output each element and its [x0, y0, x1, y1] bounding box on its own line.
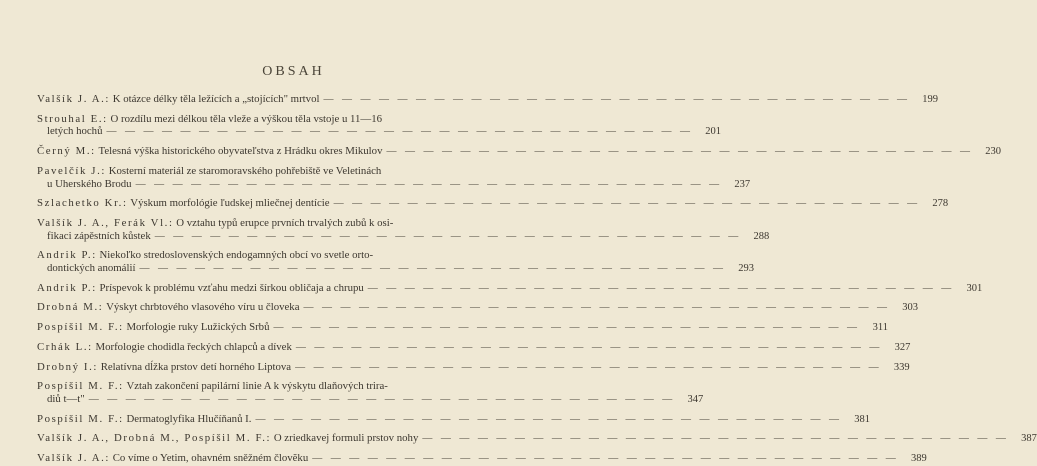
toc-page-number: 347: [687, 393, 704, 405]
toc-entry: [37, 340, 911, 355]
toc-title: Niekoľko stredoslovenských endogamných obcí vo svetle orto-: [99, 249, 374, 262]
toc-author: Pavelčík J.:: [37, 164, 106, 177]
dot-leader: — — — — — — — — — — — — — — — — — — — — — — — — — — — — — — — —: [135, 178, 723, 190]
dot-leader: — — — — — — — — — — — — — — — — — — — — — — — — — — — — — — — —: [88, 393, 676, 405]
toc-author: Pospíšil M. F.:: [37, 380, 124, 393]
toc-entry: [37, 93, 938, 107]
page-title: OBSAH: [262, 64, 325, 79]
toc-page-number: 293: [738, 263, 754, 275]
toc-author: Andrik P.:: [37, 281, 97, 294]
toc-entry: [37, 360, 910, 375]
toc-title: Morfologie chodidla řeckých chlapců a dívek: [95, 340, 292, 353]
table-of-contents: [37, 93, 1037, 466]
toc-title: O rozdílu mezi délkou těla vleže a výškou těla vstoje u 11—16: [110, 112, 383, 125]
dot-leader: — — — — — — — — — — — — — — — — — — — — — — — — — — — — — — — —: [295, 361, 882, 373]
toc-page-number: 278: [932, 198, 949, 210]
toc-entry: [37, 145, 1001, 159]
dot-leader: — — — — — — — — — — — — — — — — — — — — — — — — — — — — — — — —: [333, 198, 921, 210]
dot-leader: — — — — — — — — — — — — — — — — — — — — — — — — — — — — — — — —: [273, 322, 860, 334]
toc-title: Telesná výška historického obyvateľstva z Hrádku okres Mikulov: [98, 145, 383, 158]
toc-entry: [37, 112, 721, 139]
toc-page-number: 327: [894, 341, 911, 353]
toc-title: Dermatoglyfika Hlučíňanů I.: [126, 412, 252, 425]
dot-leader: — — — — — — — — — — — — — — — — — — — — — — — — — — — — — — — —: [139, 263, 726, 275]
toc-page-number: 230: [985, 146, 1001, 158]
toc-author: Valšík J. A., Drobná M., Pospíšil M. F.:: [37, 432, 272, 445]
toc-title: Výskyt chrbtového vlasového víru u človeka: [106, 301, 300, 314]
dot-leader: — — — — — — — — — — — — — — — — — — — — — — — — — — — — — — — —: [154, 230, 742, 242]
dot-leader: — — — — — — — — — — — — — — — — — — — — — — — — — — — — — — — —: [106, 126, 693, 138]
toc-entry: [37, 281, 983, 296]
toc-title: Výskum morfológie ľudskej mliečnej dentície: [130, 197, 330, 210]
toc-entry: [37, 249, 754, 275]
toc-page-number: 387: [1021, 433, 1037, 445]
dot-leader: — — — — — — — — — — — — — — — — — — — — — — — — — — — — — — — —: [303, 302, 890, 314]
toc-title: O zriedkavej formuli prstov nohy: [273, 432, 419, 445]
toc-page-number: 389: [910, 453, 927, 465]
toc-entry: [37, 216, 770, 243]
toc-page-number: 288: [753, 230, 770, 242]
toc-author: Valšík J. A.:: [37, 93, 110, 105]
toc-title: Vztah zakončení papilární linie A k výskytu dlaňových trira-: [126, 380, 388, 393]
toc-entry: [37, 380, 704, 406]
toc-title: diů t—t": [47, 392, 85, 405]
toc-page-number: 201: [705, 126, 721, 138]
toc-entry: [37, 301, 918, 315]
toc-author: Andrik P.:: [37, 249, 97, 262]
toc-author: Strouhal E.:: [37, 112, 108, 125]
toc-entry: [37, 321, 888, 335]
toc-page-number: 237: [734, 178, 751, 190]
toc-page-number: 303: [902, 302, 918, 314]
toc-author: Valšík J. A., Ferák Vl.:: [37, 216, 174, 229]
toc-page-number: 301: [966, 282, 983, 294]
toc-title: Morfologie ruky Lužických Srbů: [126, 321, 270, 334]
toc-title: K otázce délky těla ležících a „stojících" mrtvol: [112, 93, 320, 105]
toc-title: Príspevok k problému vzťahu medzi šírkou obličaja a chrupu: [99, 281, 364, 294]
toc-author: Valšík J. A.:: [37, 452, 110, 465]
toc-entry: [37, 452, 927, 466]
toc-author: Drobný I.:: [37, 360, 98, 373]
toc-entry: [37, 412, 870, 427]
toc-page-number: 199: [922, 94, 938, 105]
dot-leader: — — — — — — — — — — — — — — — — — — — — — — — — — — — — — — — —: [367, 282, 955, 294]
toc-author: Drobná M.:: [37, 301, 104, 314]
toc-author: Crhák L.:: [37, 340, 93, 353]
toc-title: letých hochů: [47, 125, 103, 138]
dot-leader: — — — — — — — — — — — — — — — — — — — — — — — — — — — — — — — —: [295, 341, 883, 353]
toc-title: Co víme o Yetim, ohavném sněžném človĕku: [112, 452, 309, 465]
toc-author: Pospíšil M. F.:: [37, 412, 124, 425]
toc-entry: [37, 197, 949, 211]
dot-leader: — — — — — — — — — — — — — — — — — — — — — — — — — — — — — — — —: [323, 94, 910, 105]
toc-author: Pospíšil M. F.:: [37, 321, 124, 334]
toc-page-number: 381: [854, 413, 870, 425]
toc-title: Relatívna dĺžka prstov detí horného Liptova: [100, 360, 292, 373]
toc-entry: [37, 164, 751, 191]
toc-author: Černý M.:: [37, 145, 96, 158]
toc-title: u Uherského Brodu: [47, 177, 132, 190]
dot-leader: — — — — — — — — — — — — — — — — — — — — — — — — — — — — — — — —: [255, 413, 842, 425]
toc-title: Kosterní materiál ze staromoravského pohřebiště ve Veletinách: [108, 164, 382, 177]
toc-entry: [37, 432, 1037, 446]
toc-title: O vztahu typů erupce prvních trvalých zubů k osi-: [176, 216, 394, 229]
dot-leader: — — — — — — — — — — — — — — — — — — — — — — — — — — — — — — — —: [386, 146, 973, 158]
toc-title: fikaci zápěstních kůstek: [47, 229, 151, 242]
dot-leader: — — — — — — — — — — — — — — — — — — — — — — — — — — — — — — — —: [422, 433, 1009, 445]
toc-author: Szlachetko Kr.:: [37, 197, 128, 210]
toc-title: dontických anomálií: [47, 262, 136, 275]
toc-page-number: 339: [893, 361, 910, 373]
dot-leader: — — — — — — — — — — — — — — — — — — — — — — — — — — — — — — — —: [312, 453, 899, 465]
toc-page-number: 311: [872, 322, 888, 334]
